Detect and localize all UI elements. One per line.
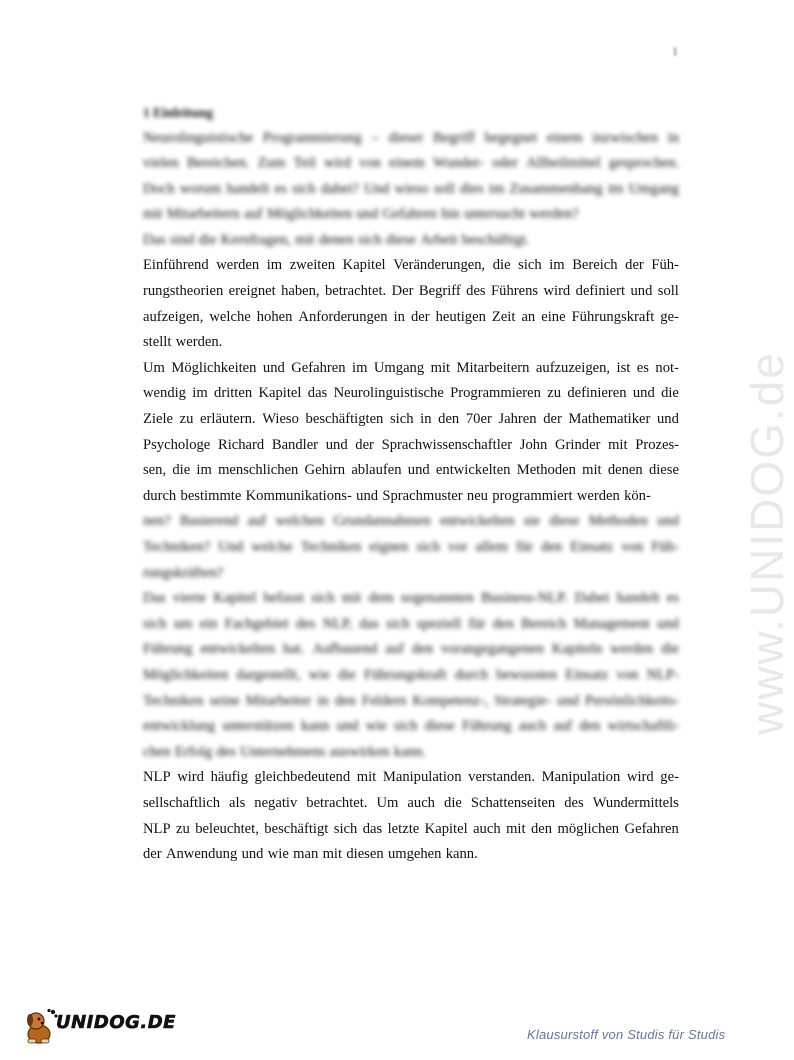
paragraph: [143, 356, 679, 510]
footer-tagline: Klausurstoff von Studis für Studis: [527, 1027, 726, 1042]
text-line: Einführend werden im zweiten Kapitel Veränderungen, die sich im Bereich der Füh-: [143, 257, 679, 274]
text-line: wendig im dritten Kapitel das Neurolinguistische Programmieren zu definieren und die: [143, 385, 679, 402]
text-line: stellt werden.: [143, 334, 223, 351]
text-line: Neurolinguistische Programmierung – dieser Begriff begegnet einem inzwischen in: [143, 129, 679, 146]
watermark-text: www.UNIDOG.de: [741, 351, 793, 735]
text-line: Möglichkeiten dargestellt, wie die Führungskraft durch bewussten Einsatz von NLP-: [143, 666, 679, 683]
text-line: rungskräften?: [143, 564, 224, 581]
paragraph: [143, 228, 679, 254]
text-line: rungstheorien ereignet haben, betrachtet. Der Begriff des Führens wird definiert und soll: [143, 283, 679, 300]
text-line: der Anwendung und wie man mit diesen umgehen kann.: [143, 846, 478, 863]
text-line: NLP zu beleuchtet, beschäftigt sich das letzte Kapitel auch mit den möglichen Gefahren: [143, 820, 679, 837]
text-line: Um Möglichkeiten und Gefahren im Umgang mit Mitarbeitern aufzuzeigen, ist es not-: [143, 359, 679, 376]
paragraph-container: [143, 126, 679, 868]
text-line: Doch worum handelt es sich dabei? Und wieso soll dies im Zusammenhang im Umgang: [143, 180, 679, 197]
watermark: [700, 245, 793, 745]
logo-text: UNIDOG.DE: [56, 1012, 176, 1033]
section-heading: 1 Einleitung: [143, 105, 214, 120]
text-line: durch bestimmte Kommunikations- und Sprachmuster neu programmiert werden kön-: [143, 487, 651, 504]
paragraph: [143, 126, 679, 228]
text-line: mit Mitarbeitern auf Möglichkeiten und Gefahren hin untersucht werden?: [143, 206, 579, 223]
paragraph: [143, 765, 679, 867]
text-line: chen Erfolg des Unternehmens auswirken kann.: [143, 743, 426, 760]
text-line: Das sind die Kernfragen, mit denen sich diese Arbeit beschäftigt.: [143, 231, 530, 248]
paragraph: [143, 586, 679, 765]
text-line: Das vierte Kapitel befasst sich mit dem sogenannten Business-NLP. Dabei handelt es: [143, 590, 679, 607]
text-line: Psychologe Richard Bandler und der Sprachwissenschaftler John Grinder mit Prozes-: [143, 436, 679, 453]
text-line: Techniken seine Mitarbeiter in den Feldern Kompetenz-, Strategie- und Persönlichkeits-: [143, 692, 679, 709]
paragraph: [143, 509, 679, 586]
unidog-logo: [22, 1008, 176, 1048]
text-line: nen? Basierend auf welchen Grundannahmen entwickelten sie diese Methoden und: [143, 513, 679, 530]
text-line: vielen Bereichen. Zum Teil wird von einem Wunder- oder Allheilmittel gesprochen.: [143, 155, 679, 172]
text-line: sen, die im menschlichen Gehirn ablaufen und entwickelten Methoden mit denen diese: [143, 462, 679, 479]
text-line: NLP wird häufig gleichbedeutend mit Manipulation verstanden. Manipulation wird ge-: [143, 769, 679, 786]
paragraph: [143, 253, 679, 355]
text-line: Techniken? Und welche Techniken eignen sich vor allem für den Einsatz von Füh-: [143, 539, 679, 555]
page-number: 1: [672, 44, 678, 58]
dog-mascot-icon: [22, 1008, 58, 1046]
text-line: Führung entwickelten hat. Aufbauend auf den vorangegangenen Kapiteln werden die: [143, 641, 679, 658]
document-body: [143, 100, 679, 868]
text-line: Ziele zu erläutern. Wieso beschäftigten sich in den 70er Jahren der Mathematiker und: [143, 411, 679, 428]
text-line: aufzeigen, welche hohen Anforderungen in der heutigen Zeit an eine Führungskraft ge-: [143, 308, 679, 325]
text-line: sellschaftlich als negativ betrachtet. Um auch die Schattenseiten des Wundermittels: [143, 794, 679, 811]
text-line: sich um ein Fachgebiet des NLP, das sich speziell für den Bereich Management und: [143, 615, 679, 632]
text-line: entwicklung unterstützen kann und wie sich diese Führung auch auf den wirtschaftli-: [143, 718, 679, 735]
